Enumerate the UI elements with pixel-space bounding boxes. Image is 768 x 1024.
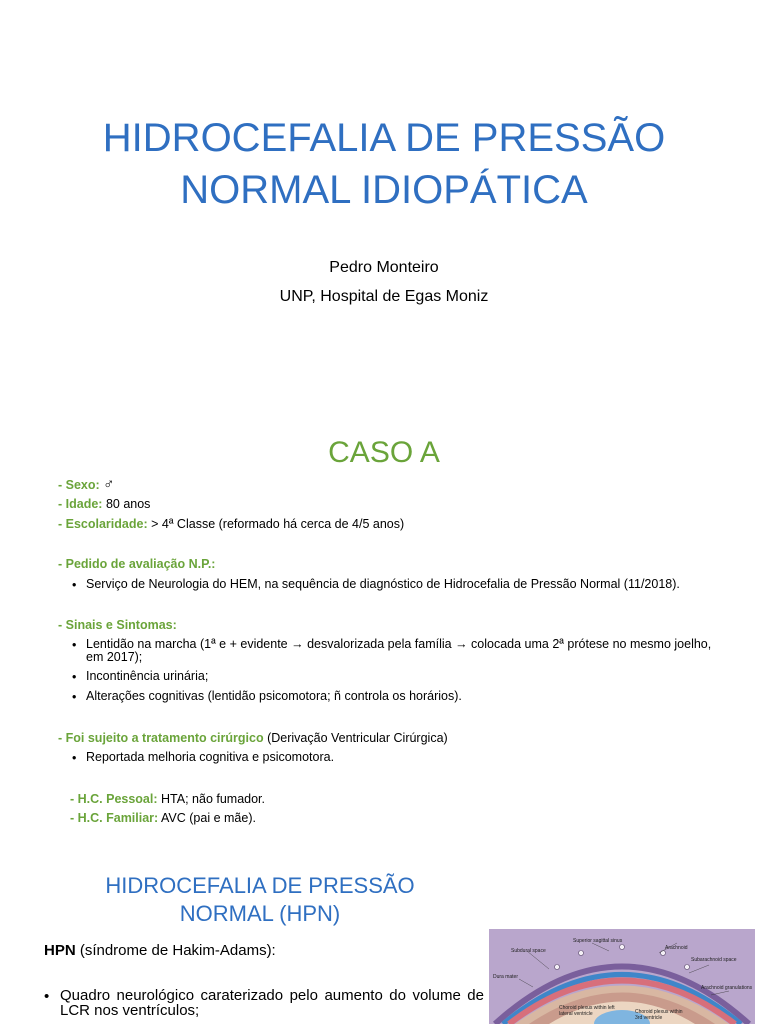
sinais-bullet-1: Lentidão na marcha (1ª e + evidente → desvalorizada pela família → colocada uma 2ª prótese no mesmo joelho, em 2017); bbox=[86, 637, 712, 664]
idade-row bbox=[58, 497, 150, 511]
label-choroid-plexus-third: Choroid plexus within 3rd ventricle bbox=[635, 1009, 683, 1021]
hpn-title-line-1: HIDROCEFALIA DE PRESSÃO bbox=[105, 873, 415, 898]
sexo-row bbox=[58, 476, 114, 493]
cirurgico-value: (Derivação Ventricular Cirúrgica) bbox=[267, 731, 448, 745]
label-arachnoid-granulations: Arachnoid granulations bbox=[701, 985, 753, 991]
hc-familiar-row bbox=[70, 811, 256, 825]
hc-pessoal-label: - H.C. Pessoal: bbox=[70, 792, 158, 806]
author-affiliation: UNP, Hospital de Egas Moniz bbox=[279, 288, 489, 305]
idade-label: - Idade: bbox=[58, 497, 103, 511]
hc-pessoal-row bbox=[70, 792, 265, 806]
label-dura-mater: Dura mater bbox=[493, 974, 519, 980]
escolaridade-value: > 4ª Classe (reformado há cerca de 4/5 anos) bbox=[151, 517, 405, 531]
hpn-synonym: (síndrome de Hakim-Adams): bbox=[75, 942, 276, 959]
author-name: Pedro Monteiro bbox=[329, 259, 439, 276]
title-line-1: HIDROCEFALIA DE PRESSÃO bbox=[102, 116, 666, 160]
escolaridade-row bbox=[58, 517, 404, 531]
sexo-label: - Sexo: bbox=[58, 478, 100, 492]
label-arachnoid: Arachnoid bbox=[665, 945, 688, 951]
hc-familiar-value: AVC (pai e mãe). bbox=[161, 811, 256, 825]
case-title: CASO A bbox=[328, 436, 440, 469]
label-superior-sagittal-sinus: Superior sagittal sinus bbox=[573, 938, 623, 944]
cirurgico-label: - Foi sujeito a tratamento cirúrgico bbox=[58, 731, 264, 745]
hpn-definition bbox=[44, 942, 276, 959]
title-slide bbox=[0, 0, 768, 384]
sinais-label: - Sinais e Sintomas: bbox=[58, 618, 177, 632]
sinais-bullet-3: Alterações cognitivas (lentidão psicomotora; ñ controla os horários). bbox=[86, 689, 462, 703]
pedido-row bbox=[58, 557, 215, 571]
label-subarachnoid-space: Subarachnoid space bbox=[691, 957, 737, 963]
presentation-title bbox=[0, 112, 768, 216]
hc-pessoal-value: HTA; não fumador. bbox=[161, 792, 266, 806]
label-choroid-plexus-lateral: Choroid plexus within left lateral ventricle bbox=[559, 1005, 615, 1017]
cirurgico-bullet: Reportada melhoria cognitiva e psicomotora. bbox=[86, 750, 335, 764]
pedido-label: - Pedido de avaliação N.P.: bbox=[58, 557, 216, 571]
hpn-bullet: Quadro neurológico caraterizado pelo aumento do volume de LCR nos ventrículos; bbox=[60, 987, 484, 1019]
hpn-abbrev: HPN bbox=[44, 942, 76, 959]
hc-familiar-label: - H.C. Familiar: bbox=[70, 811, 159, 825]
pedido-bullet: Serviço de Neurologia do HEM, na sequência de diagnóstico de Hidrocefalia de Pressão Normal (11/2018). bbox=[86, 577, 680, 591]
brain-ventricles-illustration bbox=[489, 929, 755, 1024]
male-symbol-icon: ♂ bbox=[103, 476, 115, 493]
hpn-title-line-2: NORMAL (HPN) bbox=[179, 901, 341, 926]
cirurgico-row bbox=[58, 731, 448, 745]
sinais-bullet-2: Incontinência urinária; bbox=[86, 669, 209, 683]
hpn-title bbox=[100, 872, 420, 928]
escolaridade-label: - Escolaridade: bbox=[58, 517, 148, 531]
sinais-row bbox=[58, 618, 177, 632]
idade-value: 80 anos bbox=[105, 497, 151, 511]
title-line-2: NORMAL IDIOPÁTICA bbox=[180, 168, 588, 212]
label-subdural-space: Subdural space bbox=[511, 948, 546, 954]
